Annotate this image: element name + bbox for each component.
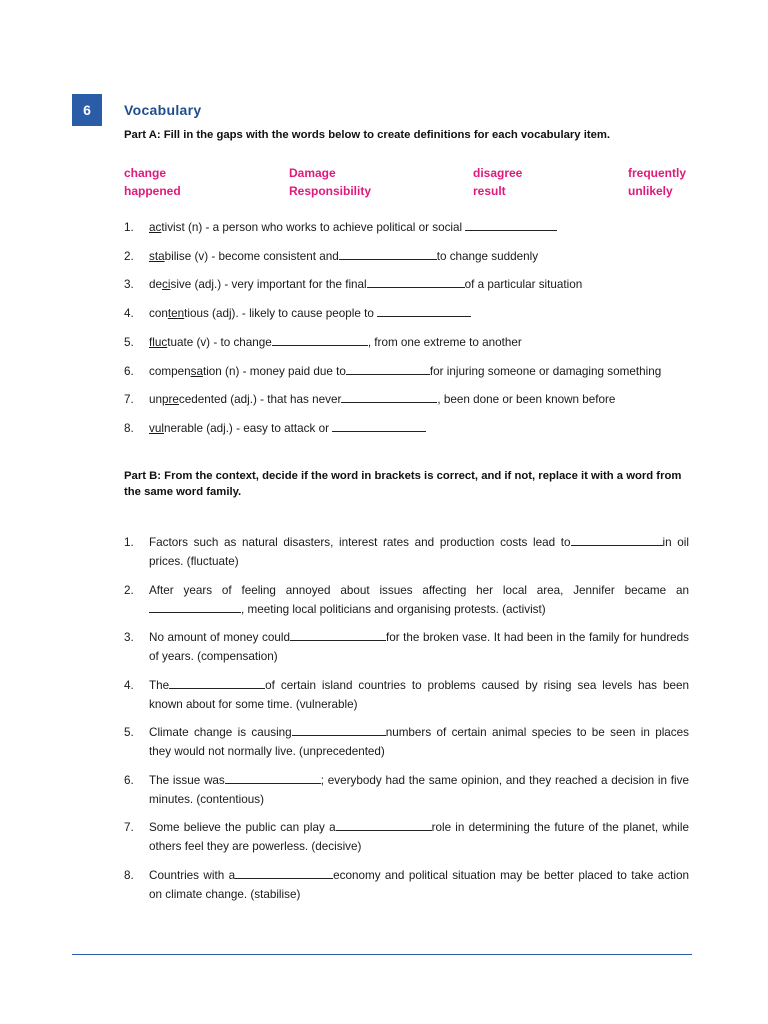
item-definition-end: , been done or been known before: [437, 393, 616, 407]
list-item: [124, 304, 471, 324]
item-word: vulnerable: [149, 421, 203, 435]
item-definition: (n) - a person who works to achieve political or social: [184, 221, 466, 234]
item-definition-end: of a particular situation: [464, 278, 583, 292]
answer-blank[interactable]: [292, 723, 386, 736]
item-word: stabilise: [149, 249, 192, 263]
item-number: 6.: [124, 364, 134, 378]
list-item: [124, 247, 538, 267]
list-item: [124, 818, 689, 856]
word-bank-item: happened: [124, 184, 181, 198]
item-word: compensation: [149, 364, 222, 378]
item-number: 8.: [124, 868, 134, 882]
section-title: Vocabulary: [124, 102, 202, 118]
list-item: [124, 218, 557, 238]
answer-blank[interactable]: [336, 818, 432, 831]
answer-blank[interactable]: [235, 866, 333, 879]
item-number: 2.: [124, 249, 134, 263]
item-definition: (adj). - likely to cause people to: [208, 307, 378, 321]
answer-blank[interactable]: [149, 600, 241, 613]
list-item: [124, 333, 522, 353]
answer-blank[interactable]: [341, 390, 437, 403]
item-number: 1.: [124, 221, 134, 234]
item-number: 7.: [124, 393, 134, 407]
answer-blank[interactable]: [367, 275, 465, 288]
item-definition: (adj.) - that has never: [227, 393, 342, 407]
item-word: unprecedented: [149, 393, 228, 407]
item-definition: (v) - become consistent and: [191, 249, 339, 263]
answer-blank[interactable]: [290, 628, 386, 641]
list-item: [124, 723, 689, 761]
list-item: [124, 676, 689, 714]
item-sentence: The issue was ; everybody had the same opinion, and they reached a decision in five minutes. (contentious): [149, 771, 689, 809]
word-bank-item: Responsibility: [289, 184, 372, 198]
item-sentence: Factors such as natural disasters, interest rates and production costs lead to in oil prices. (fluctuate): [149, 533, 689, 571]
part-b-instruction: Part B: From the context, decide if the word in brackets is correct, and if not, replace it with a word from the same word family.: [124, 470, 682, 498]
list-item: [124, 866, 689, 904]
item-sentence: Countries with a economy and political situation may be better placed to take action on climate change. (stabilise): [149, 866, 689, 904]
item-number: 3.: [124, 631, 134, 644]
list-item: [124, 419, 426, 439]
item-number: 3.: [124, 278, 134, 292]
item-definition: (n) - money paid due to: [221, 364, 346, 378]
item-definition-end: to change suddenly: [436, 249, 539, 263]
list-item: [124, 771, 689, 809]
footer-divider: [72, 954, 692, 955]
word-bank-item: change: [124, 166, 167, 180]
item-word: fluctuate: [149, 335, 194, 349]
word-bank-item: unlikely: [628, 184, 673, 198]
item-definition: (adj.) - very important for the final: [191, 278, 367, 292]
item-word: activist: [149, 221, 185, 234]
item-sentence: After years of feeling annoyed about issues affecting her local area, Jennifer became an , meeting local politicians and organising protests. (activist): [149, 583, 689, 616]
item-sentence: Climate change is causing numbers of certain animal species to be seen in places they would not normally live. (unprecedented): [149, 723, 689, 761]
item-number: 4.: [124, 307, 134, 321]
word-bank-item: frequently: [628, 166, 687, 180]
answer-blank[interactable]: [169, 676, 265, 689]
item-sentence: Some believe the public can play a role in determining the future of the planet, while others feel they are powerless. (decisive): [149, 818, 689, 856]
answer-blank[interactable]: [332, 419, 426, 432]
answer-blank[interactable]: [571, 533, 663, 546]
answer-blank[interactable]: [225, 771, 321, 784]
item-sentence: The of certain island countries to problems caused by rising sea levels has been known about for some time. (vulnerable): [149, 676, 689, 714]
part-a-instruction: Part A: Fill in the gaps with the words below to create definitions for each vocabulary item.: [124, 129, 611, 141]
item-definition: (adj.) - easy to attack or: [202, 421, 333, 435]
item-number: 8.: [124, 421, 134, 435]
list-item: [124, 533, 689, 571]
item-number: 2.: [124, 583, 134, 597]
item-definition: (v) - to change: [193, 335, 272, 349]
list-item: [124, 390, 615, 410]
word-bank-item: Damage: [289, 166, 336, 180]
item-number: 6.: [124, 773, 134, 787]
item-number: 5.: [124, 335, 134, 349]
item-definition-end: , from one extreme to another: [367, 335, 522, 349]
item-number: 4.: [124, 678, 134, 692]
answer-blank[interactable]: [465, 218, 557, 231]
section-number-badge: 6: [72, 94, 102, 126]
answer-blank[interactable]: [346, 362, 430, 375]
word-bank-item: disagree: [473, 166, 523, 180]
item-definition-end: for injuring someone or damaging something: [429, 364, 662, 378]
list-item: [124, 275, 582, 295]
word-bank-item: result: [473, 184, 506, 198]
item-word: contentious: [149, 307, 209, 321]
answer-blank[interactable]: [339, 247, 437, 260]
word-bank: [0, 164, 768, 204]
list-item: [124, 362, 661, 382]
item-sentence: No amount of money could for the broken vase. It had been in the family for hundreds of years. (compensation): [149, 628, 689, 666]
item-word: decisive: [149, 278, 192, 292]
list-item: [124, 628, 689, 666]
item-number: 7.: [124, 821, 134, 834]
answer-blank[interactable]: [272, 333, 368, 346]
item-number: 1.: [124, 536, 134, 549]
answer-blank[interactable]: [377, 304, 471, 317]
item-number: 5.: [124, 726, 134, 739]
list-item: [124, 581, 689, 619]
